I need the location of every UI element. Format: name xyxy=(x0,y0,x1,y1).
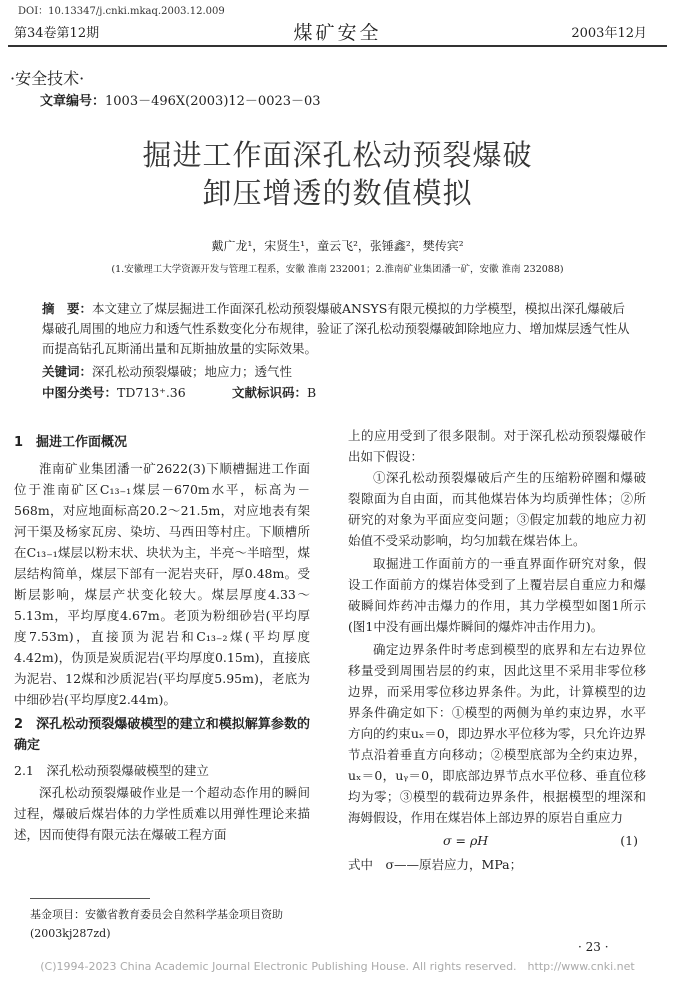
equation-1 xyxy=(348,830,646,854)
footnote: 基金项目：安徽省教育委员会自然科学基金项目资助(2003kj287zd) xyxy=(30,908,283,940)
heading-1: 1 掘进工作面概况 xyxy=(14,435,128,450)
keywords-label: 关键词： xyxy=(42,364,93,379)
title-line-2: 卸压增透的数值模拟 xyxy=(202,176,473,210)
heading-2-1: 2.1 深孔松动预裂爆破模型的建立 xyxy=(14,763,209,778)
authors: 戴广龙¹，宋贤生¹，童云飞²，张锤鑫²，樊传宾² xyxy=(211,239,464,253)
title-line-1: 掘进工作面深孔松动预裂爆破 xyxy=(142,138,533,172)
header-rule xyxy=(8,45,667,47)
article-number-label: 文章编号： xyxy=(40,94,106,109)
left-column xyxy=(14,432,310,845)
copyright-watermark: (C)1994-2023 China Academic Journal Electronic Publishing House. All rights reserved. http://www.cnki.net xyxy=(40,960,635,973)
abstract xyxy=(42,299,634,359)
clc-label: 中图分类号： xyxy=(42,385,118,400)
right-column xyxy=(348,425,646,875)
clc-value: TD713⁺.36 xyxy=(117,385,186,400)
paragraph: 上的应用受到了很多限制。对于深孔松动预裂爆破作出如下假设： xyxy=(348,428,646,464)
keywords xyxy=(42,362,292,380)
abstract-label: 摘 要： xyxy=(42,301,93,316)
affiliation: (1.安徽理工大学资源开发与管理工程系，安徽 淮南 232001；2.淮南矿业集团潘一矿，安徽 淮南 232088) xyxy=(111,264,564,275)
paragraph: 取掘进工作面前方的一垂直界面作研究对象，假设工作面前方的煤岩体受到了上覆岩层自重应力和爆破瞬间炸药冲击爆力的作用，其力学模型如图1所示(图1中没有画出爆炸瞬间的爆炸冲击作用力)。 xyxy=(348,556,646,634)
heading-2: 2 深孔松动预裂爆破模型的建立和模拟解算参数的确定 xyxy=(14,717,310,753)
section-label: ·安全技术· xyxy=(10,69,85,88)
document-code xyxy=(232,383,316,401)
paragraph: 确定边界条件时考虑到模型的底界和左右边界位移量受到周围岩层的约束，因此这里不采用非零位移边界，而采用零位移边界条件。为此，计算模型的边界条件确定如下：①模型的两侧为单约束边界，水平方向的约束uₓ＝0，即边界水平位移为零，只允许边界节点沿着垂直方向移动；②模型底部为全约束边界，uₓ＝0，uᵧ＝0，即底部边界节点水平位移、垂直位移均为零；③模型的载荷边界条件，根据模型的埋深和海姆假设，作用在煤岩体上部边界的原岩自重应力 xyxy=(348,642,646,825)
paragraph: ①深孔松动预裂爆破后产生的压缩粉碎圈和爆破裂隙面为自由面，而其他煤岩体为均质弹性体；②所研究的对象为平面应变问题；③假定加载的地应力初始值不受采动影响，均匀加载在煤岩体上。 xyxy=(348,470,646,548)
page-number: · 23 · xyxy=(578,940,609,954)
footnote-rule xyxy=(30,898,150,899)
abstract-text: 本文建立了煤层掘进工作面深孔松动预裂爆破ANSYS有限元模拟的力学模型，模拟出深孔爆破后爆破孔周围的地应力和透气性系数变化分布规律，验证了深孔松动预裂爆破卸除地应力、增加煤层透气性从而提高钻孔瓦斯涌出量和瓦斯抽放量的实际效果。 xyxy=(42,301,630,356)
header-journal: 煤矿安全 xyxy=(293,22,382,44)
doc-code-label: 文献标识码： xyxy=(232,385,308,400)
header-volume: 第34卷第12期 xyxy=(14,26,100,41)
header-date: 2003年12月 xyxy=(571,26,647,41)
article-number xyxy=(40,90,321,109)
paragraph: 深孔松动预裂爆破作业是一个超动态作用的瞬间过程，爆破后煤岩体的力学性质难以用弹性理论来描述，因而使得有限元法在爆破工程方面 xyxy=(14,785,310,842)
clc-number xyxy=(42,383,186,401)
paper-title xyxy=(0,136,675,212)
article-number-value: 1003－496X(2003)12－0023－03 xyxy=(105,94,321,109)
equation-where: 式中 σ——原岩应力，MPa； xyxy=(348,857,523,872)
equation-number: (1) xyxy=(620,833,638,848)
equation-text: σ = ρH xyxy=(443,833,489,848)
paragraph: 淮南矿业集团潘一矿2622(3)下顺槽掘进工作面位于淮南矿区C₁₃₋₁煤层－670m水平，标高为－568m，对应地面标高20.2～21.5m，对应地表有架河干渠及杨家瓦房、染坊、马西田等村庄。下顺槽所在C₁₃₋₁煤层以粉末状、块状为主，半亮～半暗型，煤层结构简单，煤层下部有一泥岩夹矸，厚0.48m。受断层影响，煤层产状变化较大。煤层厚度4.33～5.13m，平均厚度4.67m。老顶为粉细砂岩(平均厚度7.53m)，直接顶为泥岩和C₁₃₋₂煤(平均厚度4.42m)，伪顶是炭质泥岩(平均厚度0.15m)，直接底为泥岩、12煤和沙质泥岩(平均厚度5.95m)，老底为中细砂岩(平均厚度2.44m)。 xyxy=(14,461,310,707)
doc-code-value: B xyxy=(307,385,317,400)
keywords-text: 深孔松动预裂爆破；地应力；透气性 xyxy=(92,364,293,379)
doi-line: DOI：10.13347/j.cnki.mkaq.2003.12.009 xyxy=(18,6,225,17)
